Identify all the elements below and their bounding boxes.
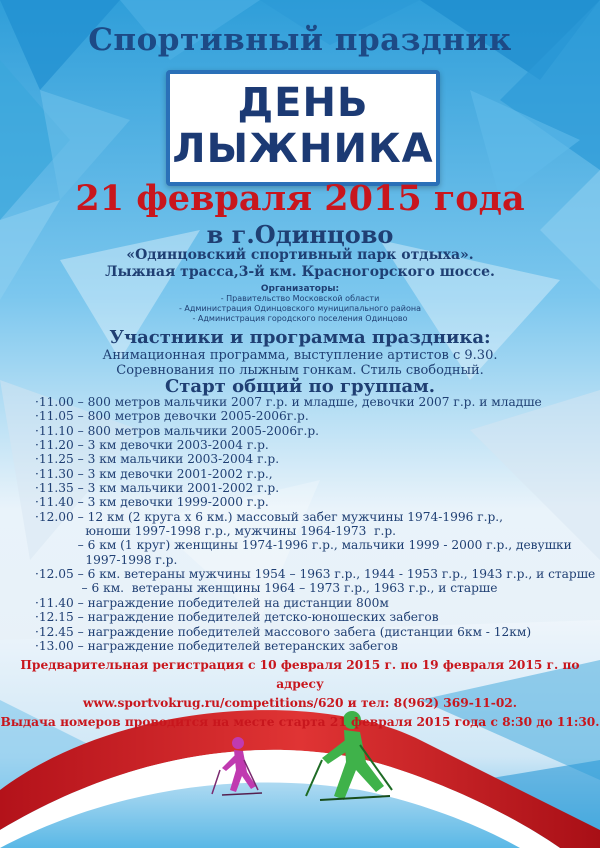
registration-link[interactable]: www.sportvokrug.ru/competitions/620 и тел: 8(962) 369-11-02.	[82, 696, 518, 710]
organizers-heading: Организаторы:	[260, 284, 340, 294]
event-city: в г.Одинцово	[206, 220, 394, 249]
schedule-line: 1997-1998 г.р.	[35, 552, 178, 567]
title-line-2: ЛЫЖНИКА	[172, 126, 434, 172]
title-line-1: ДЕНЬ	[237, 80, 369, 126]
registration-line: Предварительная регистрация с 10 февраля 2015 г. по 19 февраля 2015 г. по адресу	[20, 658, 580, 691]
program-text	[0, 348, 600, 378]
schedule-line: ·13.00 – награждение победителей ветеранских забегов	[35, 638, 398, 653]
organizer-item: - Правительство Московской области	[220, 294, 380, 303]
schedule-list	[35, 395, 596, 653]
program-line: Анимационная программа, выступление артистов с 9.30.	[102, 348, 498, 363]
event-venue	[0, 247, 600, 281]
schedule-line: ·12.15 – награждение победителей детско-юношеских забегов	[35, 610, 439, 625]
event-supertitle: Спортивный праздник	[88, 22, 512, 58]
organizers	[0, 284, 600, 324]
schedule-line: ·12.05 – 6 км. ветераны мужчины 1954 – 1963 г.р., 1944 - 1953 г.р., 1943 г.р., и старше	[35, 567, 596, 582]
schedule-line: ·11.25 – 3 км мальчики 2003-2004 г.р.	[35, 452, 280, 467]
title-box	[166, 70, 440, 186]
schedule-line: ·12.45 – награждение победителей массового забега (дистанции 6км - 12км)	[35, 624, 532, 639]
organizer-item: - Администрация городского поселения Одинцово	[192, 314, 408, 323]
schedule-line: ·11.40 – награждение победителей на дистанции 800м	[35, 595, 389, 610]
schedule-line: ·11.00 – 800 метров мальчики 2007 г.р. и младше, девочки 2007 г.р. и младше	[35, 395, 542, 409]
program-heading: Участники и программа праздника:	[109, 327, 491, 348]
registration-info	[0, 656, 600, 732]
venue-line: «Одинцовский спортивный парк отдыха».	[126, 247, 474, 263]
venue-line: Лыжная трасса,3-й км. Красногорского шоссе.	[105, 264, 495, 280]
schedule-line: юноши 1997-1998 г.р., мужчины 1964-1973 г.р.	[35, 524, 397, 539]
schedule-line: ·11.20 – 3 км девочки 2003-2004 г.р.	[35, 438, 269, 453]
schedule-line: ·11.10 – 800 метров мальчики 2005-2006г.р.	[35, 423, 320, 438]
schedule-line: – 6 км (1 круг) женщины 1974-1996 г.р., мальчики 1999 - 2000 г.р., девушки	[35, 538, 572, 553]
registration-line: Выдача номеров проводится на месте старта 21 февраля 2015 года с 8:30 до 11:30.	[0, 715, 600, 729]
schedule-line: ·11.05 – 800 метров девочки 2005-2006г.р.	[35, 409, 309, 424]
schedule-heading: Старт общий по группам.	[164, 376, 436, 397]
program-line: Соревнования по лыжным гонкам. Стиль свободный.	[116, 363, 484, 378]
event-date: 21 февраля 2015 года	[75, 178, 525, 219]
schedule-line: – 6 км. ветераны женщины 1964 – 1973 г.р., 1963 г.р., и старше	[35, 581, 498, 596]
schedule-line: ·11.30 – 3 км девочки 2001-2002 г.р.,	[35, 466, 273, 481]
schedule-line: ·11.40 – 3 км девочки 1999-2000 г.р.	[35, 495, 269, 510]
schedule-line: ·11.35 – 3 км мальчики 2001-2002 г.р.	[35, 481, 280, 496]
schedule-line: ·12.00 – 12 км (2 круга х 6 км.) массовый забег мужчины 1974-1996 г.р.,	[35, 509, 504, 524]
organizer-item: - Администрация Одинцовского муниципального района	[179, 304, 421, 313]
